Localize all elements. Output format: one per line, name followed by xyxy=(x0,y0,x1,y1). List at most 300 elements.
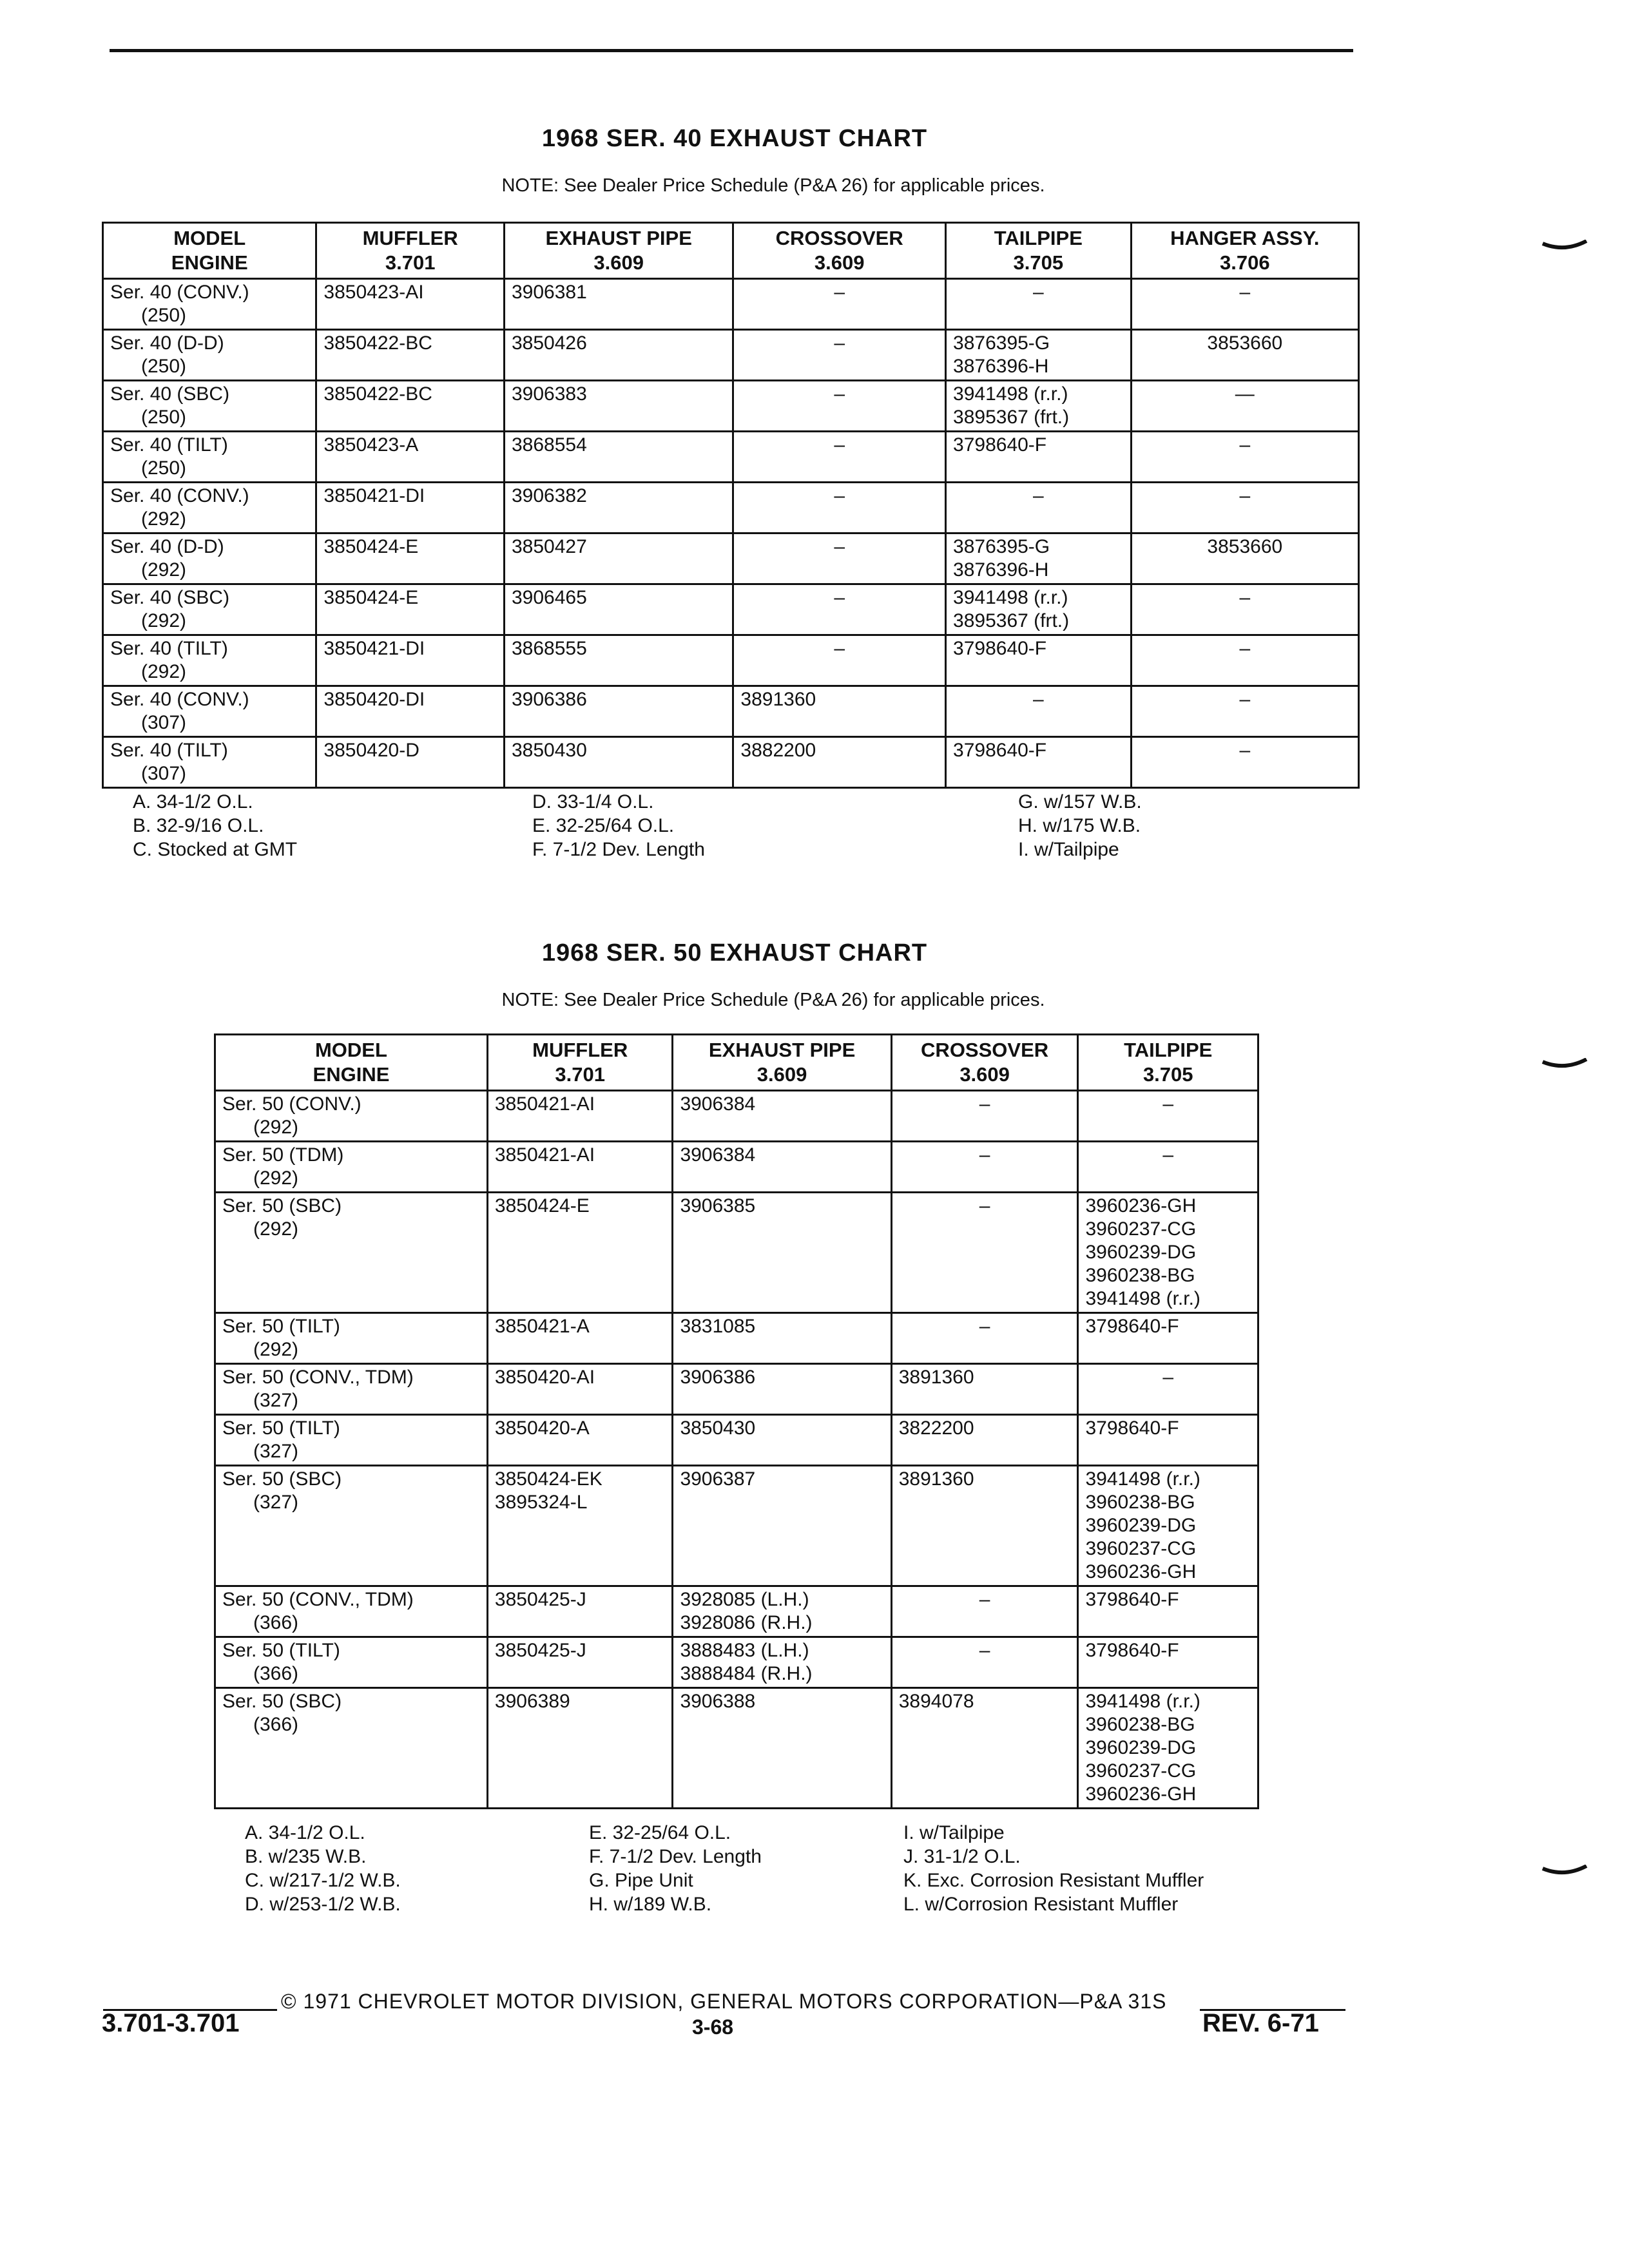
footnote: H. w/189 W.B. xyxy=(589,1894,712,1915)
model-cell xyxy=(215,1586,488,1637)
binder-mark-icon xyxy=(1541,240,1588,253)
muffler-cell xyxy=(487,1091,673,1142)
model-cell xyxy=(103,584,316,635)
model-name: Ser. 40 (D-D) xyxy=(110,332,224,354)
tailpipe-cell-line: – xyxy=(1162,1144,1174,1166)
column-header xyxy=(1131,223,1358,279)
model-name: Ser. 40 (SBC) xyxy=(110,587,230,608)
column-header-code: 3.701 xyxy=(555,1063,605,1086)
exhaust-pipe-cell: 3868554 xyxy=(505,432,733,483)
table-row xyxy=(215,1586,1258,1637)
crossover-cell: – xyxy=(733,330,946,381)
chart-40-title: 1968 SER. 40 EXHAUST CHART xyxy=(541,125,928,152)
engine-size: (327) xyxy=(253,1390,299,1411)
model-name: Ser. 40 (TILT) xyxy=(110,434,228,456)
tailpipe-cell xyxy=(1078,1142,1258,1193)
exhaust-pipe-cell: 3868555 xyxy=(505,635,733,686)
tailpipe-cell xyxy=(946,686,1132,737)
tailpipe-cell-line: – xyxy=(1032,689,1044,710)
exhaust-pipe-cell-line: 3888483 (L.H.) xyxy=(680,1640,809,1661)
tailpipe-cell-line: 3798640-F xyxy=(1085,1589,1179,1610)
column-header-label: EXHAUST PIPE xyxy=(545,227,692,249)
crossover-cell: 3891360 xyxy=(891,1466,1078,1586)
table-row xyxy=(215,1688,1258,1809)
engine-size: (292) xyxy=(141,559,187,581)
exhaust-pipe-cell-line: 3888484 (R.H.) xyxy=(680,1663,813,1684)
exhaust-pipe-cell: 3850430 xyxy=(505,737,733,788)
binder-mark-icon xyxy=(1541,1865,1588,1878)
crossover-cell: – xyxy=(733,635,946,686)
model-name: Ser. 50 (TILT) xyxy=(222,1640,340,1661)
tailpipe-cell xyxy=(946,330,1132,381)
tailpipe-cell xyxy=(1078,1688,1258,1809)
hanger-cell: — xyxy=(1131,381,1358,432)
muffler-cell-line: 3895324-L xyxy=(494,1492,588,1513)
model-name: Ser. 40 (CONV.) xyxy=(110,689,249,710)
muffler-cell xyxy=(487,1415,673,1466)
tailpipe-cell-line: 3960236-GH xyxy=(1085,1561,1197,1582)
model-cell xyxy=(215,1142,488,1193)
crossover-cell: 3891360 xyxy=(891,1364,1078,1415)
muffler-cell-line: 3850420-A xyxy=(494,1418,590,1439)
tailpipe-cell xyxy=(946,635,1132,686)
tailpipe-cell xyxy=(946,483,1132,533)
table-row xyxy=(103,635,1359,686)
tailpipe-cell-line: 3941498 (r.r.) xyxy=(1085,1288,1200,1309)
footnote: I. w/Tailpipe xyxy=(1018,839,1119,860)
table-row xyxy=(103,584,1359,635)
engine-size: (366) xyxy=(253,1663,299,1684)
hanger-cell: – xyxy=(1131,686,1358,737)
model-name: Ser. 50 (SBC) xyxy=(222,1468,342,1490)
exhaust-pipe-cell xyxy=(673,1142,891,1193)
model-cell xyxy=(215,1193,488,1313)
muffler-cell-line: 3906389 xyxy=(494,1691,570,1712)
column-header-code: ENGINE xyxy=(171,251,248,274)
exhaust-pipe-cell xyxy=(673,1586,891,1637)
footnote: G. Pipe Unit xyxy=(589,1870,693,1891)
table-row xyxy=(103,432,1359,483)
footnote: L. w/Corrosion Resistant Muffler xyxy=(903,1894,1179,1915)
tailpipe-cell-line: 3895367 (frt.) xyxy=(953,610,1070,631)
exhaust-pipe-cell: 3906382 xyxy=(505,483,733,533)
footnote: D. 33-1/4 O.L. xyxy=(532,791,654,812)
chart-50-table xyxy=(214,1033,1259,1809)
model-name: Ser. 50 (CONV.) xyxy=(222,1093,361,1115)
tailpipe-cell-line: 3960238-BG xyxy=(1085,1265,1195,1286)
muffler-cell: 3850422-BC xyxy=(316,330,505,381)
engine-size: (292) xyxy=(253,1218,299,1240)
exhaust-pipe-cell: 3906386 xyxy=(505,686,733,737)
table-row xyxy=(215,1142,1258,1193)
model-name: Ser. 40 (CONV.) xyxy=(110,282,249,303)
tailpipe-cell xyxy=(1078,1466,1258,1586)
exhaust-pipe-cell: 3850426 xyxy=(505,330,733,381)
footnote: B. w/235 W.B. xyxy=(245,1846,367,1867)
engine-size: (292) xyxy=(141,610,187,631)
exhaust-pipe-cell: 3906383 xyxy=(505,381,733,432)
footnote: E. 32-25/64 O.L. xyxy=(589,1822,731,1843)
table-row xyxy=(103,483,1359,533)
footnote-column xyxy=(1018,790,1142,861)
crossover-cell: 3882200 xyxy=(733,737,946,788)
model-cell xyxy=(103,483,316,533)
muffler-cell-line: 3850420-AI xyxy=(494,1367,595,1388)
exhaust-pipe-cell-line: 3928085 (L.H.) xyxy=(680,1589,809,1610)
column-header-code: ENGINE xyxy=(313,1063,390,1086)
column-header xyxy=(505,223,733,279)
engine-size: (292) xyxy=(141,508,187,530)
column-header-code: 3.706 xyxy=(1220,251,1270,274)
model-name: Ser. 50 (TDM) xyxy=(222,1144,344,1166)
column-header-label: TAILPIPE xyxy=(1124,1039,1213,1061)
engine-size: (250) xyxy=(141,356,187,377)
footnote: A. 34-1/2 O.L. xyxy=(245,1822,365,1843)
model-name: Ser. 40 (CONV.) xyxy=(110,485,249,506)
engine-size: (250) xyxy=(141,407,187,428)
model-cell xyxy=(103,381,316,432)
engine-size: (307) xyxy=(141,712,187,733)
column-header-code: 3.609 xyxy=(757,1063,807,1086)
tailpipe-cell xyxy=(1078,1193,1258,1313)
table-row xyxy=(103,533,1359,584)
hanger-cell: 3853660 xyxy=(1131,330,1358,381)
tailpipe-cell-line: 3798640-F xyxy=(953,638,1047,659)
table-row xyxy=(215,1091,1258,1142)
engine-size: (292) xyxy=(253,1117,299,1138)
binder-mark-icon xyxy=(1541,1058,1588,1071)
footnote-column xyxy=(589,1821,762,1916)
muffler-cell: 3850423-AI xyxy=(316,279,505,330)
footnote: D. w/253-1/2 W.B. xyxy=(245,1894,401,1915)
tailpipe-cell-line: 3960238-BG xyxy=(1085,1492,1195,1513)
muffler-cell xyxy=(487,1466,673,1586)
column-header-label: CROSSOVER xyxy=(775,227,903,249)
crossover-cell: – xyxy=(891,1586,1078,1637)
tailpipe-cell-line: 3798640-F xyxy=(1085,1640,1179,1661)
tailpipe-cell-line: 3960239-DG xyxy=(1085,1515,1197,1536)
footnote: F. 7-1/2 Dev. Length xyxy=(532,839,705,860)
hanger-cell: 3853660 xyxy=(1131,533,1358,584)
chart-40-table xyxy=(102,222,1360,789)
model-cell xyxy=(215,1466,488,1586)
footnote-column xyxy=(245,1821,401,1916)
engine-size: (250) xyxy=(141,457,187,479)
model-cell xyxy=(215,1415,488,1466)
model-name: Ser. 40 (D-D) xyxy=(110,536,224,557)
tailpipe-cell-line: 3960237-CG xyxy=(1085,1538,1197,1559)
tailpipe-cell-line: 3960236-GH xyxy=(1085,1195,1197,1216)
table-row xyxy=(103,381,1359,432)
engine-size: (327) xyxy=(253,1441,299,1462)
exhaust-pipe-cell xyxy=(673,1415,891,1466)
table-row xyxy=(103,737,1359,788)
crossover-cell: 3894078 xyxy=(891,1688,1078,1809)
tailpipe-cell-line: 3960237-CG xyxy=(1085,1218,1197,1240)
hanger-cell: – xyxy=(1131,279,1358,330)
muffler-cell xyxy=(487,1364,673,1415)
muffler-cell-line: 3850425-J xyxy=(494,1640,586,1661)
tailpipe-cell-line: – xyxy=(1032,485,1044,506)
crossover-cell: – xyxy=(891,1142,1078,1193)
footer-section-code: 3.701-3.701 xyxy=(102,2009,240,2037)
tailpipe-cell-line: 3960238-BG xyxy=(1085,1714,1195,1735)
exhaust-pipe-cell xyxy=(673,1688,891,1809)
chart-50-title: 1968 SER. 50 EXHAUST CHART xyxy=(541,939,928,966)
tailpipe-cell xyxy=(1078,1415,1258,1466)
column-header-label: MUFFLER xyxy=(532,1039,628,1061)
footnote-column xyxy=(903,1821,1204,1916)
tailpipe-cell xyxy=(1078,1586,1258,1637)
crossover-cell: – xyxy=(733,584,946,635)
footnote: F. 7-1/2 Dev. Length xyxy=(589,1846,762,1867)
crossover-cell: – xyxy=(733,483,946,533)
tailpipe-cell-line: 3876396-H xyxy=(953,356,1049,377)
tailpipe-cell-line: 3895367 (frt.) xyxy=(953,407,1070,428)
model-cell xyxy=(103,330,316,381)
crossover-cell: – xyxy=(733,432,946,483)
chart-50-note: NOTE: See Dealer Price Schedule (P&A 26) for applicable prices. xyxy=(501,990,1045,1010)
tailpipe-cell-line: 3960239-DG xyxy=(1085,1242,1197,1263)
tailpipe-cell xyxy=(1078,1313,1258,1364)
tailpipe-cell-line: – xyxy=(1162,1367,1174,1388)
model-cell xyxy=(215,1313,488,1364)
model-cell xyxy=(103,279,316,330)
model-cell xyxy=(215,1364,488,1415)
crossover-cell: – xyxy=(891,1313,1078,1364)
tailpipe-cell-line: 3941498 (r.r.) xyxy=(1085,1691,1200,1712)
chart-40-body xyxy=(103,279,1359,788)
exhaust-pipe-cell: 3906465 xyxy=(505,584,733,635)
muffler-cell-line: 3850424-EK xyxy=(494,1468,602,1490)
muffler-cell xyxy=(487,1313,673,1364)
engine-size: (292) xyxy=(253,1339,299,1360)
muffler-cell xyxy=(487,1688,673,1809)
footnote: E. 32-25/64 O.L. xyxy=(532,815,675,836)
engine-size: (292) xyxy=(253,1168,299,1189)
crossover-cell: – xyxy=(891,1193,1078,1313)
muffler-cell: 3850420-DI xyxy=(316,686,505,737)
footer-revision: REV. 6-71 xyxy=(1202,2009,1319,2037)
exhaust-pipe-cell-line: 3831085 xyxy=(680,1316,756,1337)
tailpipe-cell-line: 3798640-F xyxy=(1085,1418,1179,1439)
tailpipe-cell xyxy=(946,533,1132,584)
tailpipe-cell xyxy=(1078,1637,1258,1688)
footnote-column xyxy=(133,790,297,861)
tailpipe-cell-line: 3798640-F xyxy=(1085,1316,1179,1337)
muffler-cell: 3850421-DI xyxy=(316,635,505,686)
column-header-label: MODEL xyxy=(173,227,246,249)
footnote: C. w/217-1/2 W.B. xyxy=(245,1870,401,1891)
model-cell xyxy=(215,1688,488,1809)
footnote: C. Stocked at GMT xyxy=(133,839,298,860)
table-row xyxy=(215,1364,1258,1415)
tailpipe-cell xyxy=(1078,1091,1258,1142)
tailpipe-cell-line: 3960237-CG xyxy=(1085,1760,1197,1782)
column-header-label: CROSSOVER xyxy=(921,1039,1049,1061)
hanger-cell: – xyxy=(1131,635,1358,686)
muffler-cell-line: 3850421-AI xyxy=(494,1144,595,1166)
tailpipe-cell xyxy=(946,381,1132,432)
tailpipe-cell xyxy=(946,737,1132,788)
chart-50-body xyxy=(215,1091,1258,1809)
chart-40-note: NOTE: See Dealer Price Schedule (P&A 26) for applicable prices. xyxy=(501,175,1045,196)
column-header-label: MUFFLER xyxy=(362,227,458,249)
column-header xyxy=(733,223,946,279)
exhaust-pipe-cell-line: 3906386 xyxy=(680,1367,756,1388)
hanger-cell: – xyxy=(1131,483,1358,533)
footnote: G. w/157 W.B. xyxy=(1018,791,1142,812)
muffler-cell: 3850421-DI xyxy=(316,483,505,533)
crossover-cell: – xyxy=(891,1637,1078,1688)
exhaust-pipe-cell xyxy=(673,1466,891,1586)
column-header xyxy=(103,223,316,279)
exhaust-pipe-cell xyxy=(673,1313,891,1364)
table-row xyxy=(103,686,1359,737)
crossover-cell: – xyxy=(733,279,946,330)
muffler-cell xyxy=(487,1586,673,1637)
chart-50-header-row xyxy=(215,1035,1258,1091)
top-rule xyxy=(110,49,1353,52)
table-row xyxy=(215,1637,1258,1688)
column-header xyxy=(946,223,1132,279)
muffler-cell: 3850422-BC xyxy=(316,381,505,432)
tailpipe-cell-line: 3798640-F xyxy=(953,434,1047,456)
engine-size: (327) xyxy=(253,1492,299,1513)
engine-size: (366) xyxy=(253,1612,299,1633)
column-header xyxy=(891,1035,1078,1091)
tailpipe-cell xyxy=(946,584,1132,635)
model-cell xyxy=(103,635,316,686)
model-name: Ser. 50 (SBC) xyxy=(222,1691,342,1712)
model-name: Ser. 40 (TILT) xyxy=(110,740,228,761)
table-row xyxy=(103,330,1359,381)
model-name: Ser. 50 (TILT) xyxy=(222,1418,340,1439)
tailpipe-cell xyxy=(946,279,1132,330)
column-header-code: 3.609 xyxy=(959,1063,1010,1086)
muffler-cell-line: 3850425-J xyxy=(494,1589,586,1610)
exhaust-pipe-cell: 3850427 xyxy=(505,533,733,584)
table-row xyxy=(215,1313,1258,1364)
exhaust-pipe-cell-line: 3906387 xyxy=(680,1468,756,1490)
footnote-column xyxy=(532,790,705,861)
column-header-label: HANGER ASSY. xyxy=(1170,227,1320,249)
exhaust-pipe-cell-line: 3906388 xyxy=(680,1691,756,1712)
muffler-cell xyxy=(487,1193,673,1313)
muffler-cell-line: 3850421-A xyxy=(494,1316,590,1337)
tailpipe-cell-line: 3798640-F xyxy=(953,740,1047,761)
model-cell xyxy=(215,1091,488,1142)
tailpipe-cell xyxy=(1078,1364,1258,1415)
model-name: Ser. 40 (TILT) xyxy=(110,638,228,659)
muffler-cell xyxy=(487,1637,673,1688)
column-header-code: 3.705 xyxy=(1142,1063,1193,1086)
footnote: K. Exc. Corrosion Resistant Muffler xyxy=(903,1870,1204,1891)
footnote: A. 34-1/2 O.L. xyxy=(133,791,253,812)
exhaust-pipe-cell: 3906381 xyxy=(505,279,733,330)
table-row xyxy=(215,1466,1258,1586)
model-cell xyxy=(103,686,316,737)
footnote: B. 32-9/16 O.L. xyxy=(133,815,264,836)
column-header xyxy=(673,1035,891,1091)
engine-size: (292) xyxy=(141,661,187,682)
crossover-cell: 3891360 xyxy=(733,686,946,737)
footnote: J. 31-1/2 O.L. xyxy=(903,1846,1021,1867)
exhaust-pipe-cell-line: 3850430 xyxy=(680,1418,756,1439)
exhaust-pipe-cell-line: 3928086 (R.H.) xyxy=(680,1612,813,1633)
engine-size: (366) xyxy=(253,1714,299,1735)
column-header xyxy=(215,1035,488,1091)
exhaust-pipe-cell xyxy=(673,1091,891,1142)
tailpipe-cell-line: 3941498 (r.r.) xyxy=(953,383,1068,405)
engine-size: (307) xyxy=(141,763,187,784)
column-header-code: 3.705 xyxy=(1013,251,1064,274)
column-header-code: 3.609 xyxy=(593,251,644,274)
model-name: Ser. 40 (SBC) xyxy=(110,383,230,405)
hanger-cell: – xyxy=(1131,737,1358,788)
muffler-cell xyxy=(487,1142,673,1193)
model-cell xyxy=(215,1637,488,1688)
footnote: H. w/175 W.B. xyxy=(1018,815,1141,836)
column-header xyxy=(487,1035,673,1091)
tailpipe-cell-line: 3960239-DG xyxy=(1085,1737,1197,1758)
crossover-cell: – xyxy=(733,533,946,584)
hanger-cell: – xyxy=(1131,432,1358,483)
table-row xyxy=(103,279,1359,330)
chart-40-header-row xyxy=(103,223,1359,279)
table-row xyxy=(215,1193,1258,1313)
engine-size: (250) xyxy=(141,305,187,326)
exhaust-pipe-cell xyxy=(673,1193,891,1313)
muffler-cell: 3850424-E xyxy=(316,584,505,635)
muffler-cell-line: 3850424-E xyxy=(494,1195,590,1216)
muffler-cell-line: 3850421-AI xyxy=(494,1093,595,1115)
model-name: Ser. 50 (TILT) xyxy=(222,1316,340,1337)
column-header-code: 3.701 xyxy=(385,251,436,274)
crossover-cell: 3822200 xyxy=(891,1415,1078,1466)
muffler-cell: 3850424-E xyxy=(316,533,505,584)
muffler-cell: 3850423-A xyxy=(316,432,505,483)
exhaust-pipe-cell xyxy=(673,1364,891,1415)
exhaust-pipe-cell-line: 3906385 xyxy=(680,1195,756,1216)
column-header-label: EXHAUST PIPE xyxy=(708,1039,856,1061)
tailpipe-cell-line: 3876396-H xyxy=(953,559,1049,581)
tailpipe-cell-line: – xyxy=(1032,282,1044,303)
column-header xyxy=(1078,1035,1258,1091)
footer-page-number: 3-68 xyxy=(692,2015,734,2039)
model-cell xyxy=(103,533,316,584)
tailpipe-cell-line: – xyxy=(1162,1093,1174,1115)
tailpipe-cell-line: 3941498 (r.r.) xyxy=(953,587,1068,608)
model-cell xyxy=(103,432,316,483)
column-header-code: 3.609 xyxy=(814,251,865,274)
exhaust-pipe-cell xyxy=(673,1637,891,1688)
model-cell xyxy=(103,737,316,788)
exhaust-pipe-cell-line: 3906384 xyxy=(680,1093,756,1115)
tailpipe-cell-line: 3876395-G xyxy=(953,536,1050,557)
tailpipe-cell xyxy=(946,432,1132,483)
exhaust-pipe-cell-line: 3906384 xyxy=(680,1144,756,1166)
tailpipe-cell-line: 3941498 (r.r.) xyxy=(1085,1468,1200,1490)
crossover-cell: – xyxy=(891,1091,1078,1142)
muffler-cell: 3850420-D xyxy=(316,737,505,788)
column-header-label: MODEL xyxy=(314,1039,387,1061)
tailpipe-cell-line: 3876395-G xyxy=(953,332,1050,354)
tailpipe-cell-line: 3960236-GH xyxy=(1085,1783,1197,1805)
crossover-cell: – xyxy=(733,381,946,432)
model-name: Ser. 50 (CONV., TDM) xyxy=(222,1589,414,1610)
model-name: Ser. 50 (CONV., TDM) xyxy=(222,1367,414,1388)
